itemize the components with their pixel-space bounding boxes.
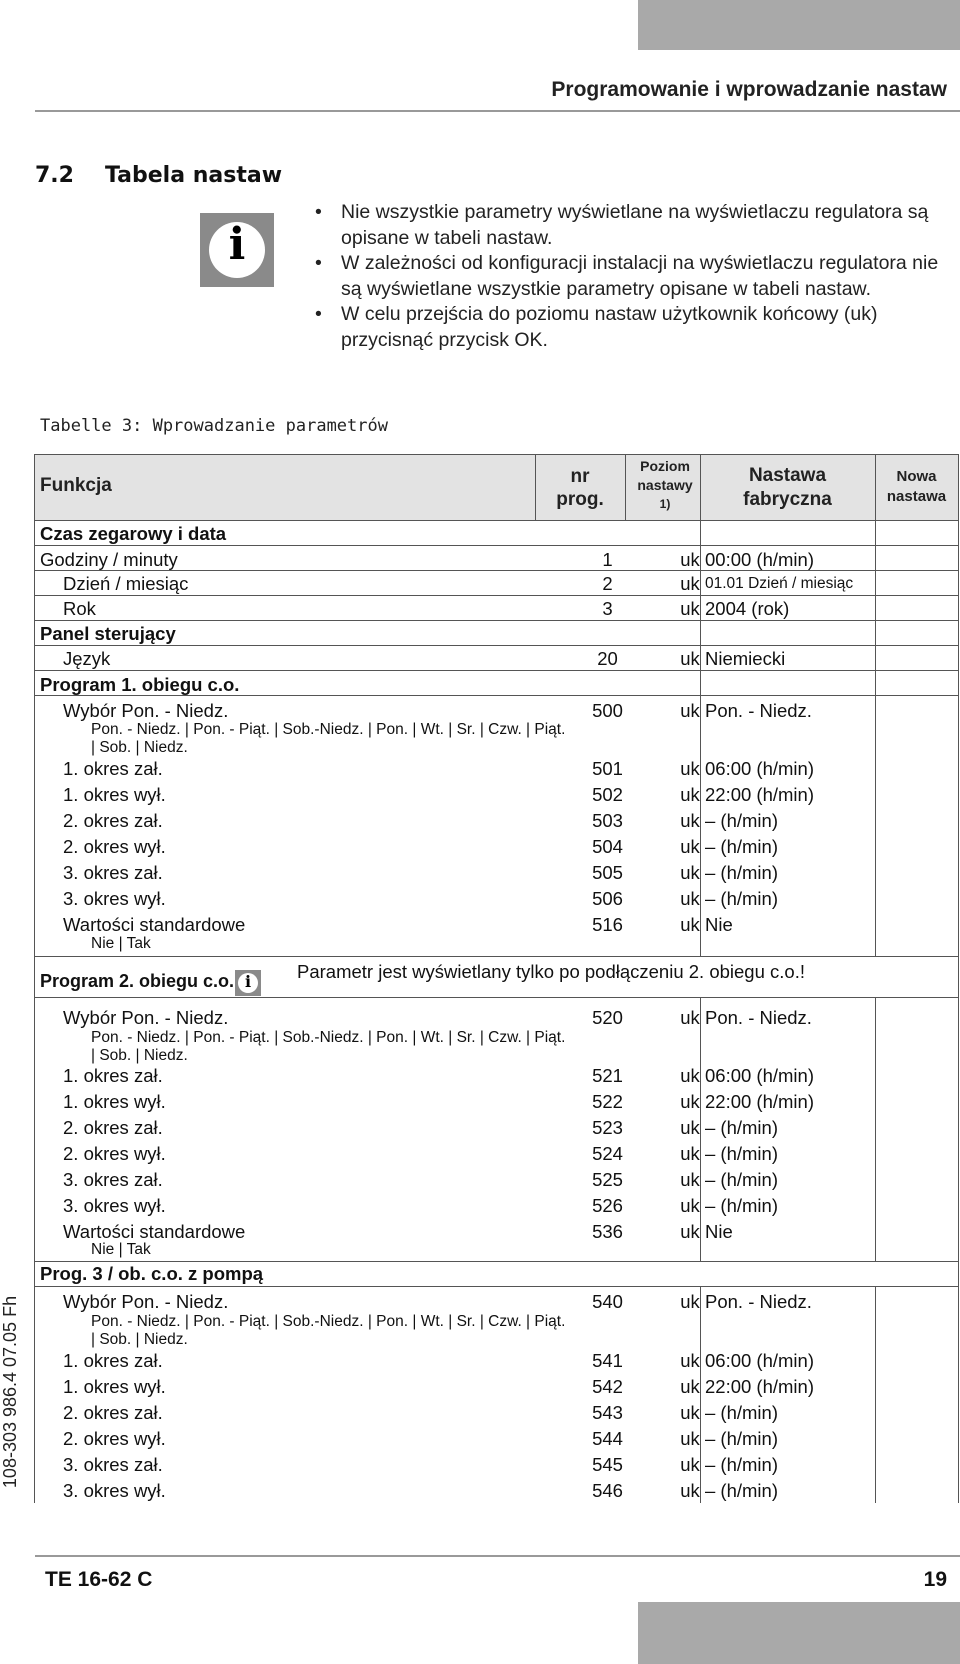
table-cell: uk: [680, 1350, 700, 1371]
table-cell: uk: [680, 1143, 700, 1164]
table-cell: 3. okres zał.: [63, 1454, 163, 1475]
table-cell: uk: [680, 1065, 700, 1086]
table-cell: – (h/min): [705, 1143, 778, 1164]
table-cell: – (h/min): [705, 836, 778, 857]
table-cell: uk: [680, 1454, 700, 1475]
table-cell: uk: [680, 648, 700, 669]
table-cell: 2. okres zał.: [63, 1117, 163, 1138]
table-cell: Język: [63, 648, 111, 669]
decor-part: 1): [659, 497, 671, 511]
bullet-item: • W celu przejścia do poziomu nastaw użytkownik końcowy (uk) przycisnąć przycisk OK.: [315, 302, 955, 353]
table-cell: 505: [592, 862, 623, 883]
decor-part: nastawy: [637, 477, 693, 493]
table-cell: Wybór Pon. - Niedz.: [63, 1007, 229, 1028]
row-line: [35, 645, 958, 646]
table-cell: Godziny / minuty: [40, 549, 178, 570]
table-cell: 3. okres wył.: [63, 888, 166, 909]
table-cell: 521: [592, 1065, 623, 1086]
table-cell: 3. okres wył.: [63, 1195, 166, 1216]
decor-part: prog.: [556, 489, 604, 510]
header-level: [625, 457, 705, 514]
table-cell: uk: [680, 1376, 700, 1397]
table-cell: 523: [592, 1117, 623, 1138]
table-cell: – (h/min): [705, 1480, 778, 1501]
table-cell: 06:00 (h/min): [705, 758, 814, 779]
table-cell: 524: [592, 1143, 623, 1164]
table-cell: 545: [592, 1454, 623, 1475]
bullet-item: • Nie wszystkie parametry wyświetlane na wyświetlaczu regulatora są opisane w tabeli nastaw.: [315, 200, 955, 251]
table-cell: uk: [680, 862, 700, 883]
table-cell: uk: [680, 1221, 700, 1242]
row-line: [35, 595, 958, 596]
table-cell: uk: [680, 573, 700, 594]
decor-part: Poziom: [640, 458, 690, 474]
table-cell: 1. okres wył.: [63, 1376, 166, 1397]
table-cell: 22:00 (h/min): [705, 784, 814, 805]
table-cell: Pon. - Niedz.: [705, 1291, 812, 1312]
table-cell: 2004 (rok): [705, 598, 790, 619]
table-cell: 2. okres wył.: [63, 1143, 166, 1164]
table-cell: Rok: [63, 598, 96, 619]
group-title: Panel sterujący: [40, 623, 176, 644]
table-cell: 540: [592, 1291, 623, 1312]
table-cell: uk: [680, 549, 700, 570]
table-cell: uk: [680, 914, 700, 935]
group-title: Program 2. obiegu c.o.: [40, 971, 235, 991]
group-title: Program 1. obiegu c.o.: [40, 674, 240, 695]
decor-part: 108-303 986.4 07.05 Fh: [0, 1295, 20, 1489]
table-cell: 1. okres zał.: [63, 1350, 163, 1371]
info-icon: [235, 970, 261, 996]
table-cell: 3. okres zał.: [63, 862, 163, 883]
section-heading: [35, 163, 282, 188]
table-cell: Wartości standardowe: [63, 914, 246, 935]
footer-model: TE 16-62 C: [45, 1568, 153, 1591]
table-cell: Wartości standardowe: [63, 1221, 246, 1242]
table-cell: Wybór Pon. - Niedz.: [63, 1291, 229, 1312]
decor-part: nastawa: [886, 488, 947, 505]
table-cell: 543: [592, 1402, 623, 1423]
table-cell: 546: [592, 1480, 623, 1501]
table-cell: – (h/min): [705, 1454, 778, 1475]
decor-part: Nastawa: [748, 465, 827, 486]
row-line: [35, 620, 958, 621]
table-cell: uk: [680, 784, 700, 805]
table-cell: Nie: [705, 1221, 733, 1242]
bottom-gray-block: [638, 1602, 960, 1664]
table-cell: – (h/min): [705, 1169, 778, 1190]
table-cell: uk: [680, 810, 700, 831]
table-cell: Nie: [705, 914, 733, 935]
bullet-item: • W zależności od konfiguracji instalacji na wyświetlaczu regulatora nie są wyświetlane wszystkie parametry opisane w tabeli nastaw.: [315, 251, 955, 302]
select-options: Pon. - Niedz. | Pon. - Piąt. | Sob.-Niedz. | Pon. | Wt. | Sr. | Czw. | Piąt. | Sob. | Niedz.: [91, 1313, 566, 1348]
table-cell: uk: [680, 1117, 700, 1138]
table-cell: 504: [592, 836, 623, 857]
header-function: Funkcja: [40, 475, 112, 496]
header-factory: [700, 464, 875, 512]
table-cell: Pon. - Niedz.: [705, 700, 812, 721]
top-gray-block: [638, 0, 960, 50]
table-cell: 01.01 Dzień / miesiąc: [705, 575, 854, 592]
table-cell: 06:00 (h/min): [705, 1350, 814, 1371]
running-header: Programowanie i wprowadzanie nastaw: [551, 78, 947, 101]
row-line: [35, 695, 958, 696]
table-cell: – (h/min): [705, 1402, 778, 1423]
table-cell: – (h/min): [705, 862, 778, 883]
group-title: Czas zegarowy i data: [40, 523, 227, 544]
decor-part: Nowa: [896, 468, 937, 485]
availability-note: Parametr jest wyświetlany tylko po podłączeniu 2. obiegu c.o.!: [297, 961, 805, 982]
header-prog-nr: [535, 465, 625, 511]
table-cell: 2. okres zał.: [63, 1402, 163, 1423]
footer-rule: [35, 1555, 960, 1557]
table-caption: Tabelle 3: Wprowadzanie parametrów: [40, 416, 388, 436]
table-cell: 522: [592, 1091, 623, 1112]
table-cell: – (h/min): [705, 888, 778, 909]
table-cell: – (h/min): [705, 810, 778, 831]
table-cell: 1: [602, 549, 613, 570]
table-cell: – (h/min): [705, 1428, 778, 1449]
table-cell: 3. okres wył.: [63, 1480, 166, 1501]
table-cell: uk: [680, 836, 700, 857]
row-line: [35, 670, 958, 671]
table-cell: 20: [597, 648, 618, 669]
table-cell: 536: [592, 1221, 623, 1242]
table-cell: uk: [680, 1291, 700, 1312]
table-cell: 502: [592, 784, 623, 805]
table-cell: 500: [592, 700, 623, 721]
row-line: [35, 570, 958, 571]
defaults-options: Nie | Tak: [91, 1241, 151, 1258]
table-cell: 525: [592, 1169, 623, 1190]
table-cell: – (h/min): [705, 1117, 778, 1138]
table-cell: uk: [680, 1428, 700, 1449]
table-cell: 2. okres wył.: [63, 1428, 166, 1449]
page-number: 19: [923, 1568, 947, 1591]
table-cell: 3. okres zał.: [63, 1169, 163, 1190]
table-cell: Pon. - Niedz.: [705, 1007, 812, 1028]
table-cell: 544: [592, 1428, 623, 1449]
table-cell: 22:00 (h/min): [705, 1091, 814, 1112]
table-cell: Dzień / miesiąc: [63, 573, 189, 594]
table-cell: 1. okres zał.: [63, 758, 163, 779]
decor-part: fabryczna: [743, 489, 832, 510]
table-cell: uk: [680, 598, 700, 619]
header-new: [875, 467, 958, 507]
table-cell: 1. okres wył.: [63, 1091, 166, 1112]
table-cell: uk: [680, 758, 700, 779]
row-line: [35, 997, 958, 998]
info-icon: [200, 213, 274, 287]
table-cell: uk: [680, 888, 700, 909]
table-cell: uk: [680, 700, 700, 721]
group-row: [35, 521, 958, 545]
settings-table: [34, 454, 959, 1503]
decor-part: nr: [570, 466, 590, 487]
row-line: [35, 1286, 958, 1287]
table-cell: uk: [680, 1480, 700, 1501]
info-bullets: [315, 200, 955, 353]
table-cell: uk: [680, 1402, 700, 1423]
table-cell: uk: [680, 1195, 700, 1216]
col-line: [625, 455, 626, 520]
table-cell: 1. okres wył.: [63, 784, 166, 805]
table-cell: 526: [592, 1195, 623, 1216]
table-cell: 516: [592, 914, 623, 935]
row-line: [35, 545, 958, 546]
table-cell: 3: [602, 598, 613, 619]
table-cell: 503: [592, 810, 623, 831]
table-cell: uk: [680, 1091, 700, 1112]
col-line: [535, 455, 536, 520]
decor-part: i: [228, 219, 246, 270]
table-cell: 506: [592, 888, 623, 909]
group-title: Prog. 3 / ob. c.o. z pompą: [40, 1263, 264, 1284]
table-cell: Niemiecki: [705, 648, 786, 669]
table-cell: 541: [592, 1350, 623, 1371]
table-cell: 22:00 (h/min): [705, 1376, 814, 1397]
decor-part: i: [244, 972, 252, 991]
select-options: Pon. - Niedz. | Pon. - Piąt. | Sob.-Niedz. | Pon. | Wt. | Sr. | Czw. | Piąt. | Sob. | Niedz.: [91, 1029, 566, 1064]
table-cell: 06:00 (h/min): [705, 1065, 814, 1086]
section-number: 7.2: [35, 163, 74, 188]
table-cell: 520: [592, 1007, 623, 1028]
table-cell: uk: [680, 1007, 700, 1028]
defaults-options: Nie | Tak: [91, 935, 151, 952]
table-cell: 2. okres zał.: [63, 810, 163, 831]
table-cell: 00:00 (h/min): [705, 549, 814, 570]
header-rule: [35, 110, 960, 112]
table-cell: 2: [602, 573, 613, 594]
table-cell: – (h/min): [705, 1195, 778, 1216]
select-options: Pon. - Niedz. | Pon. - Piąt. | Sob.-Niedz. | Pon. | Wt. | Sr. | Czw. | Piąt. | Sob. | Niedz.: [91, 721, 566, 756]
table-cell: 2. okres wył.: [63, 836, 166, 857]
table-cell: 542: [592, 1376, 623, 1397]
table-cell: 1. okres zał.: [63, 1065, 163, 1086]
section-title: Tabela nastaw: [105, 163, 283, 188]
table-cell: uk: [680, 1169, 700, 1190]
table-cell: Wybór Pon. - Niedz.: [63, 700, 229, 721]
table-cell: 501: [592, 758, 623, 779]
